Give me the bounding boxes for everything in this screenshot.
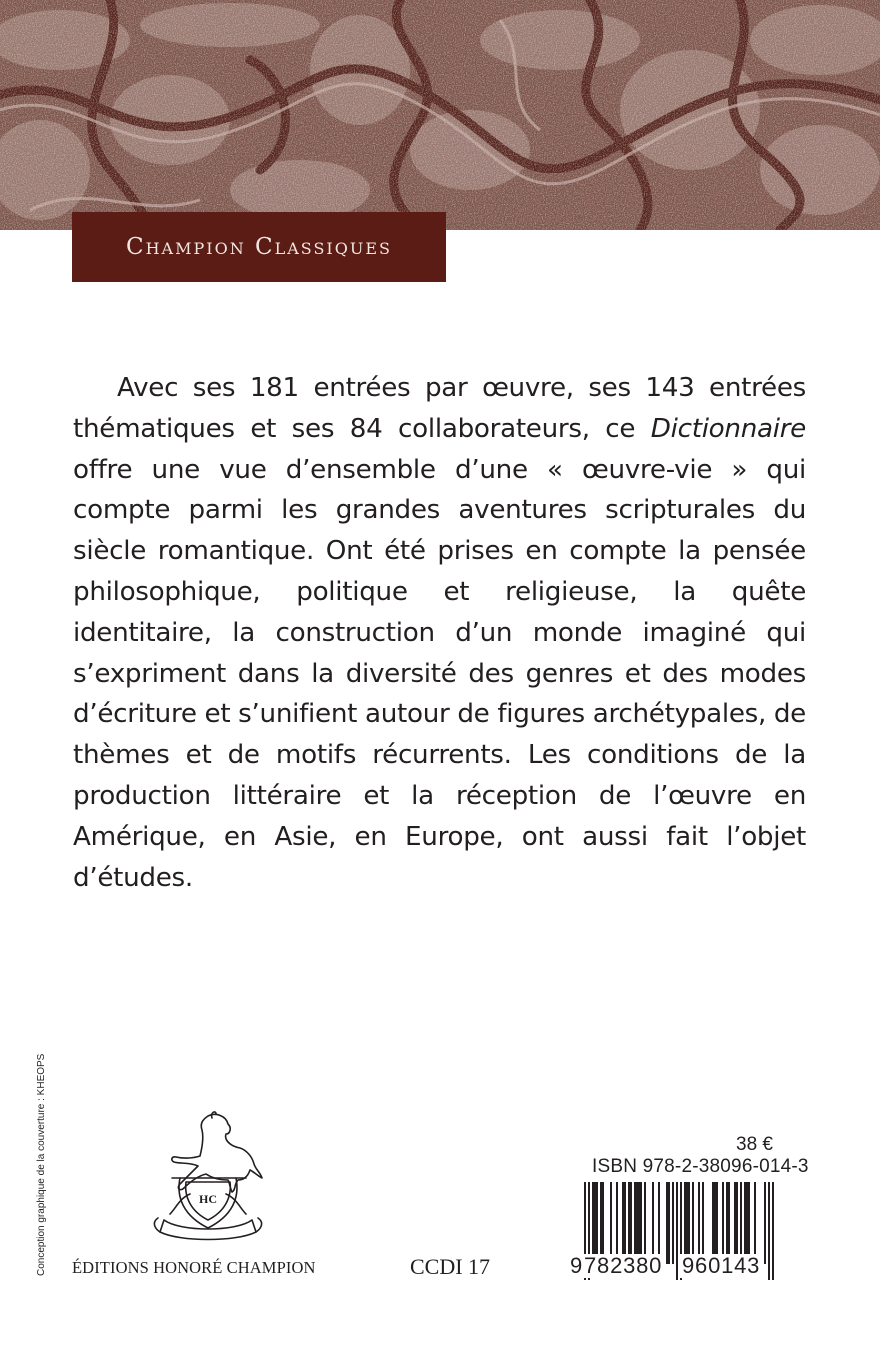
blurb-text-part2: offre une vue d’ensemble d’une « œuvre-vie » qui compte parmi les grandes aventures scripturales du siècle romantique. Ont été prises en compte la pensée philosophique, politique et religieuse, la quête identitaire, la construction d’un monde imaginé qui s’expriment dans la diversité des genres et des modes d’écriture et s’unifient autour de figures archétypales, de thèmes et de motifs récurrents. Les conditions de la production littéraire et la réception de l’œuvre en Amérique, en Asie, en Europe, ont aussi fait l’objet d’études. <box>73 454 806 893</box>
cover-design-credit: Conception graphique de la couverture : KHEOPS <box>36 1053 47 1276</box>
barcode-left-digits: 782380 <box>584 1253 663 1278</box>
barcode-digits <box>570 1252 784 1282</box>
barcode-first-digit: 9 <box>570 1253 583 1278</box>
barcode-right-digits: 960143 <box>682 1253 761 1278</box>
collection-title: Champion Classiques <box>126 234 392 260</box>
marble-pattern-icon <box>0 0 880 230</box>
horse-crest-emblem-icon <box>150 1108 268 1250</box>
publisher-name: ÉDITIONS HONORÉ CHAMPION <box>72 1258 316 1277</box>
collection-band <box>72 212 446 282</box>
blurb-text-part1: Avec ses 181 entrées par œuvre, ses 143 entrées thématiques et ses 84 collaborateurs, ce <box>73 373 806 444</box>
series-code: CCDI 17 <box>410 1254 491 1279</box>
isbn-label: ISBN 978-2-38096-014-3 <box>592 1156 809 1177</box>
marbled-paper-header <box>0 0 880 230</box>
blurb-italic-title: Dictionnaire <box>650 413 806 444</box>
price: 38 € <box>736 1134 773 1155</box>
logo-monogram: HC <box>199 1192 217 1206</box>
back-cover-blurb <box>73 368 806 898</box>
